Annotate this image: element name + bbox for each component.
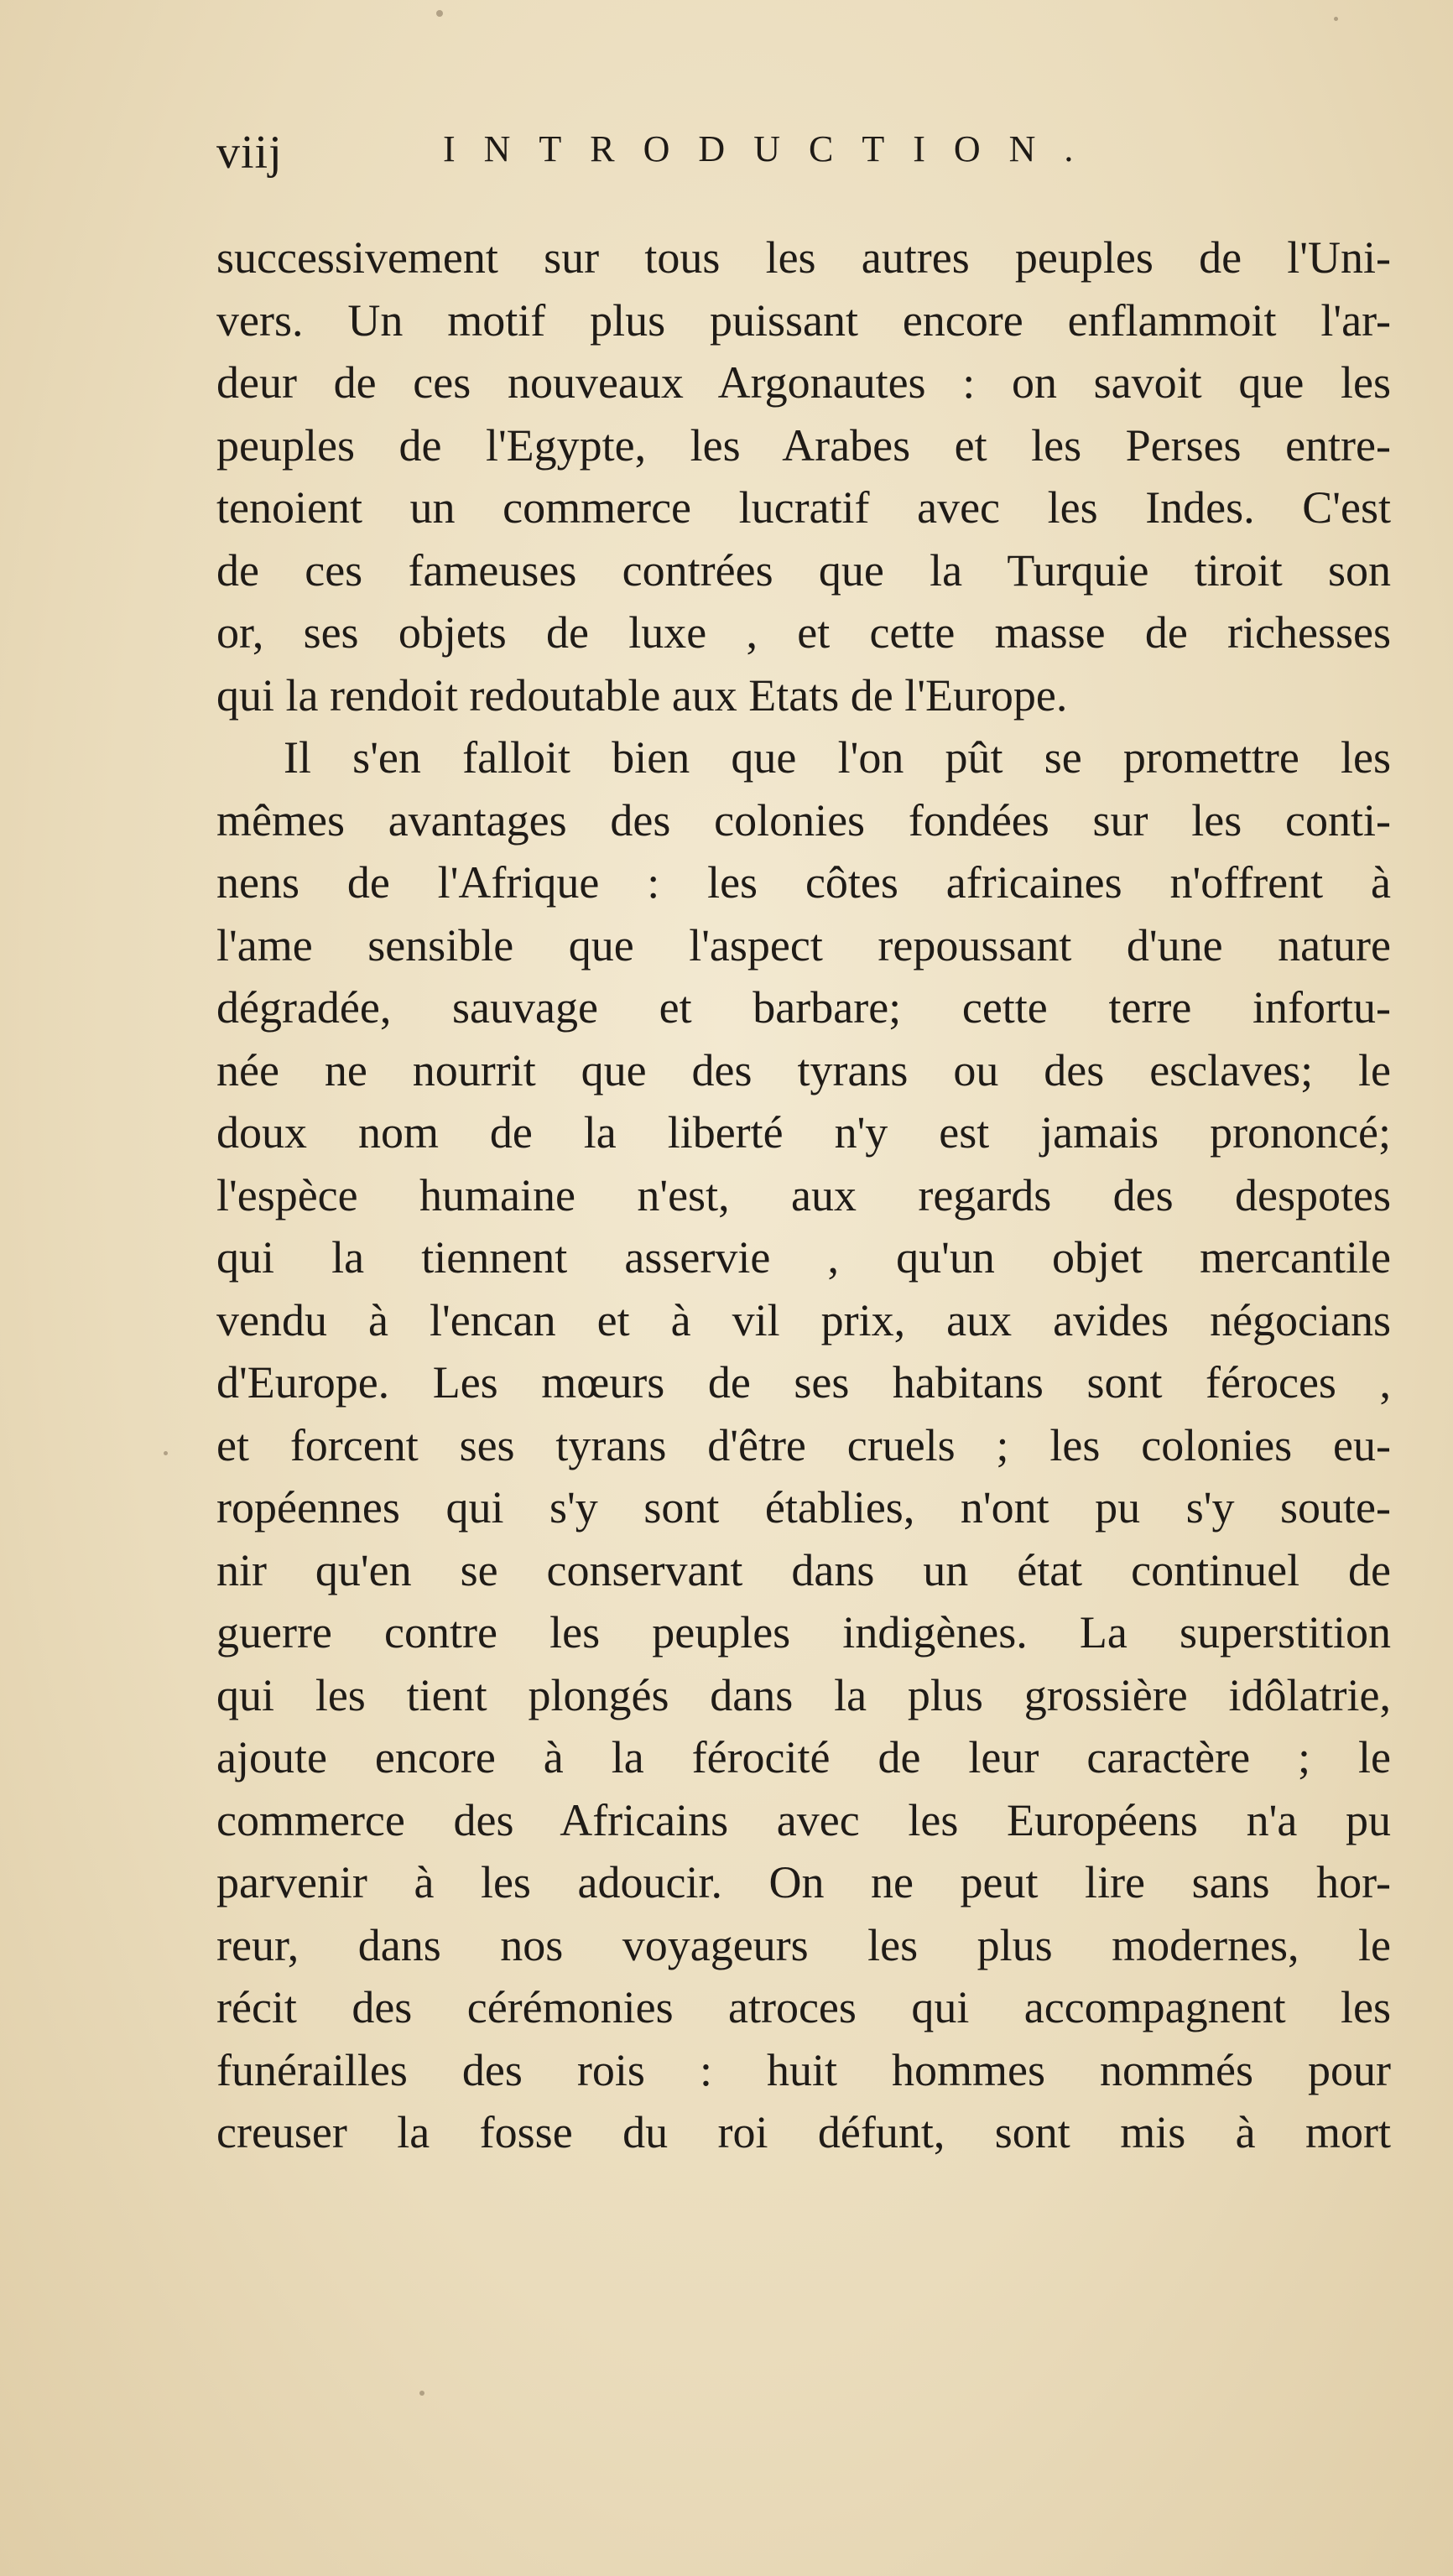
text-line: ropéennes qui s'y sont établies, n'ont pu s'y soute-: [216, 1482, 1391, 1533]
text-line: qui la rendoit redoutable aux Etats de l'Europe.: [216, 669, 1068, 721]
text-line: reur, dans nos voyageurs les plus modernes, le: [216, 1919, 1391, 1970]
text-line: peuples de l'Egypte, les Arabes et les Perses entre-: [216, 419, 1391, 471]
paper-speck: [436, 10, 443, 17]
text-line: ajoute encore à la férocité de leur caractère ; le: [216, 1732, 1391, 1782]
text-line: née ne nourrit que des tyrans ou des esclaves; le: [216, 1044, 1391, 1095]
text-line: vers. Un motif plus puissant encore enflammoit l'ar-: [216, 294, 1391, 346]
page-header: [216, 126, 1391, 193]
text-line: l'espèce humaine n'est, aux regards des despotes: [216, 1169, 1391, 1220]
text-line: et forcent ses tyrans d'être cruels ; les colonies eu-: [216, 1419, 1391, 1470]
text-line: nir qu'en se conservant dans un état continuel de: [216, 1544, 1391, 1595]
text-line: tenoient un commerce lucratif avec les Indes. C'est: [216, 482, 1391, 533]
text-line: or, ses objets de luxe , et cette masse de richesses: [216, 607, 1391, 658]
text-line: de ces fameuses contrées que la Turquie tiroit son: [216, 544, 1391, 596]
text-line: mêmes avantages des colonies fondées sur les conti-: [216, 794, 1391, 846]
text-line: qui la tiennent asservie , qu'un objet mercantile: [216, 1232, 1391, 1283]
paper-speck: [419, 2391, 424, 2396]
text-line: Il s'en falloit bien que l'on pût se promettre les: [284, 732, 1391, 783]
text-line: qui les tient plongés dans la plus grossière idôlatrie,: [216, 1669, 1391, 1720]
text-line: nens de l'Afrique : les côtes africaines n'offrent à: [216, 857, 1391, 908]
running-head: INTRODUCTION.: [443, 128, 1102, 169]
text-line: creuser la fosse du roi défunt, sont mis à mort: [216, 2107, 1391, 2157]
text-line: guerre contre les peuples indigènes. La superstition: [216, 1607, 1391, 1657]
text-line: deur de ces nouveaux Argonautes : on savoit que les: [216, 357, 1391, 408]
text-line: successivement sur tous les autres peuples de l'Uni-: [216, 232, 1391, 283]
text-line: dégradée, sauvage et barbare; cette terre infortu-: [216, 982, 1391, 1033]
text-line: doux nom de la liberté n'y est jamais prononcé;: [216, 1107, 1391, 1158]
paper-speck: [164, 1451, 168, 1455]
text-line: vendu à l'encan et à vil prix, aux avides négocians: [216, 1294, 1391, 1345]
text-line: parvenir à les adoucir. On ne peut lire sans hor-: [216, 1857, 1391, 1907]
paper-speck: [1334, 17, 1338, 21]
page-number: viij: [216, 127, 283, 179]
text-line: d'Europe. Les mœurs de ses habitans sont féroces ,: [216, 1357, 1391, 1408]
text-line: récit des cérémonies atroces qui accompagnent les: [216, 1982, 1391, 2032]
text-line: funérailles des rois : huit hommes nommés pour: [216, 2044, 1391, 2095]
body-text: [216, 226, 1391, 2164]
text-line: commerce des Africains avec les Européens n'a pu: [216, 1794, 1391, 1845]
text-line: l'ame sensible que l'aspect repoussant d'une nature: [216, 919, 1391, 971]
